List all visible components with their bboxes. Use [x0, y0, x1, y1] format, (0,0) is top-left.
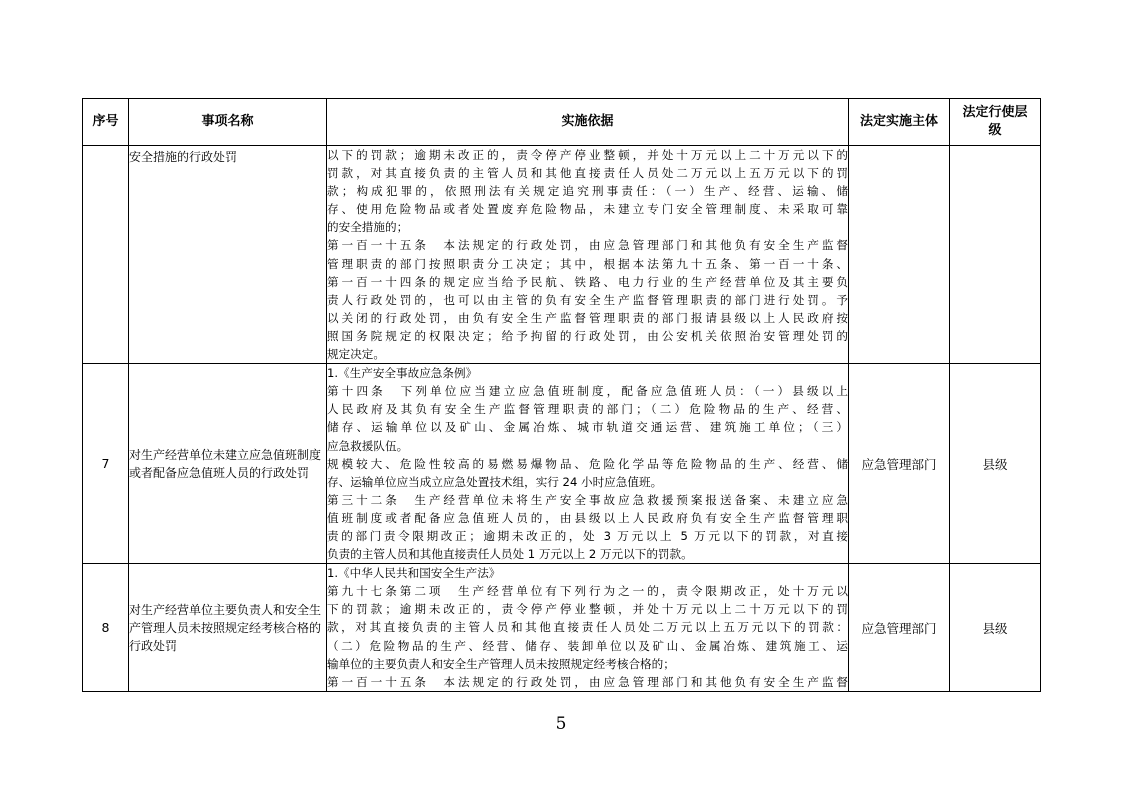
- header-row: [83, 99, 1041, 146]
- basis-line: 责的部门责令限期改正；逾期未改正的，处 3 万元以上 5 万元以下的罚款，对直接: [327, 528, 848, 543]
- basis-line: 罚款，对其直接负责的主管人员和其他直接责任人员处二万元以上五万元以下的罚: [327, 166, 848, 181]
- row-seq: [83, 146, 129, 364]
- basis-line: 照国务院规定的权限决定；给予拘留的行政处罚，由公安机关依照治安管理处罚的: [327, 328, 848, 343]
- table-row: [83, 364, 1041, 564]
- header-seq: 序号: [83, 99, 129, 146]
- basis-line: 第一百一十五条 本法规定的行政处罚，由应急管理部门和其他负有安全生产监督: [327, 238, 848, 253]
- row-name: 对生产经营单位主要负责人和安全生产管理人员未按照规定经考核合格的行政处罚: [129, 564, 327, 692]
- basis-line: 第三十二条 生产经营单位未将生产安全事故应急救援预案报送备案、未建立应急: [327, 492, 848, 507]
- row-subject: [849, 146, 950, 364]
- basis-line: 管理职责的部门按照职责分工决定；其中，根据本法第九十五条、第一百一十条、: [327, 256, 848, 271]
- row-seq: 7: [83, 364, 129, 564]
- basis-line: 以下的罚款；逾期未改正的，责令停产停业整顿，并处十万元以上二十万元以下的: [327, 148, 848, 162]
- basis-line: 款；构成犯罪的，依照刑法有关规定追究刑事责任：（一）生产、经营、运输、储: [327, 184, 848, 199]
- basis-line: 规定决定。: [327, 347, 385, 362]
- basis-line: 第九十七条第二项 生产经营单位有下列行为之一的，责令限期改正，处十万元以: [327, 584, 848, 599]
- row-name: 对生产经营单位未建立应急值班制度或者配备应急值班人员的行政处罚: [129, 364, 327, 564]
- basis-line: 存、运输单位应当成立应急处置技术组，实行 24 小时应急值班。: [327, 474, 663, 489]
- basis-line: 第一百一十五条 本法规定的行政处罚，由应急管理部门和其他负有安全生产监督: [327, 674, 848, 689]
- basis-line: 以关闭的行政处罚，由负有安全生产监督管理职责的部门报请县级以上人民政府按: [327, 310, 848, 325]
- row-basis: [327, 564, 849, 692]
- basis-line: 人民政府及其负有安全生产监督管理职责的部门；（二）危险物品的生产、经营、: [327, 402, 848, 417]
- basis-line: 输单位的主要负责人和安全生产管理人员未按照规定经考核合格的；: [327, 656, 675, 671]
- row-basis: [327, 146, 849, 364]
- basis-line: 1.《生产安全事故应急条例》: [327, 366, 478, 381]
- basis-line: 应急救援队伍。: [327, 438, 409, 453]
- page-number: 5: [555, 714, 567, 734]
- basis-line: 的安全措施的；: [327, 220, 409, 235]
- table-row: [83, 146, 1041, 364]
- row-subject: 应急管理部门: [849, 564, 950, 692]
- row-name: 安全措施的行政处罚: [129, 146, 327, 364]
- header-subject: 法定实施主体: [849, 99, 950, 146]
- basis-line: 责人行政处罚的，也可以由主管的负有安全生产监督管理职责的部门进行处罚。予: [327, 292, 848, 307]
- basis-line: 存、使用危险物品或者处置废弃危险物品，未建立专门安全管理制度、未采取可靠: [327, 202, 848, 217]
- header-basis: 实施依据: [327, 99, 849, 146]
- header-level: [950, 99, 1041, 146]
- items-table: [82, 98, 1041, 692]
- row-seq: 8: [83, 564, 129, 692]
- header-name: 事项名称: [129, 99, 327, 146]
- basis-line: 规模较大、危险性较高的易燃易爆物品、危险化学品等危险物品的生产、经营、储: [327, 456, 848, 471]
- basis-line: 负责的主管人员和其他直接责任人员处 1 万元以上 2 万元以下的罚款。: [327, 547, 693, 562]
- row-level: 县级: [950, 564, 1041, 692]
- row-level: 县级: [950, 364, 1041, 564]
- basis-line: 1.《中华人民共和国安全生产法》: [327, 566, 501, 581]
- basis-line: （二）危险物品的生产、经营、储存、装卸单位以及矿山、金属冶炼、建筑施工、运: [327, 638, 848, 653]
- header-level-text: 法定行使层级: [962, 105, 1028, 138]
- basis-line: 储存、运输单位以及矿山、金属冶炼、城市轨道交通运营、建筑施工单位；（三）: [327, 420, 848, 435]
- basis-line: 下的罚款；逾期未改正的，责令停产停业整顿，并处十万元以上二十万元以下的罚: [327, 602, 848, 617]
- row-subject: 应急管理部门: [849, 364, 950, 564]
- basis-line: 款，对其直接负责的主管人员和其他直接责任人员处二万元以上五万元以下的罚款：: [327, 620, 848, 635]
- basis-line: 值班制度或者配备应急值班人员的，由县级以上人民政府负有安全生产监督管理职: [327, 510, 848, 525]
- table-row: [83, 564, 1041, 692]
- row-level: [950, 146, 1041, 364]
- basis-line: 第十四条 下列单位应当建立应急值班制度，配备应急值班人员：（一）县级以上: [327, 384, 848, 399]
- basis-line: 第一百一十四条的规定应当给予民航、铁路、电力行业的生产经营单位及其主要负: [327, 274, 848, 289]
- row-basis: [327, 364, 849, 564]
